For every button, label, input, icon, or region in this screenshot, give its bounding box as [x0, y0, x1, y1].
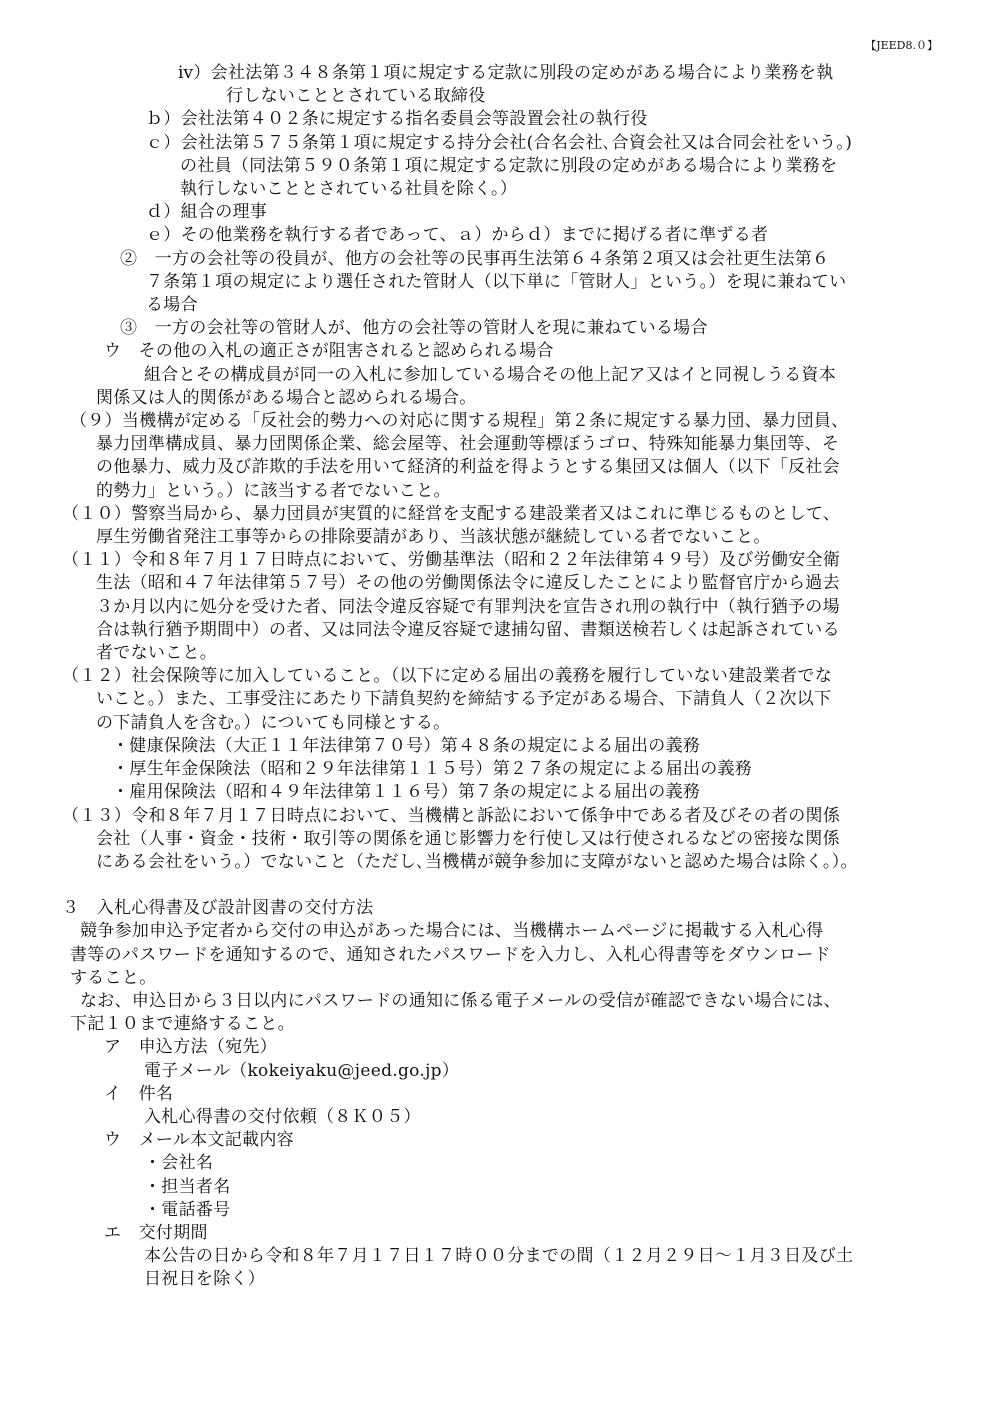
text-line: （１３）令和８年７月１７日時点において、当機構と訴訟において係争中である者及びその者の関係: [62, 805, 841, 826]
text-line: 会社（人事・資金・技術・取引等の関係を通じ影響力を行使し又は行使されるなどの密接な関係: [96, 828, 840, 849]
text-line: 組合とその構成員が同一の入札に参加している場合その他上記ア又はイと同視しうる資本: [144, 364, 836, 385]
text-line: 者でないこと。: [96, 643, 218, 664]
text-line: ３ 入札心得書及び設計図書の交付方法: [62, 898, 374, 919]
text-line: イ 件名: [104, 1083, 174, 1104]
text-line: 下記１０まで連絡すること。: [70, 1014, 295, 1035]
text-line: 行しないこととされている取締役: [226, 86, 486, 107]
text-line: ⅳ）会社法第３４８条第１項に規定する定款に別段の定めがある場合により業務を執: [178, 63, 834, 83]
text-line: 入札心得書の交付依頼（８Ｋ０５）: [144, 1106, 421, 1127]
text-line: ・電話番号: [144, 1199, 231, 1220]
text-line: 執行しないこととされている社員を除く。）: [180, 179, 518, 200]
document-body: [40, 62, 952, 1292]
text-line: 厚生労働省発注工事等からの排除要請があり、当該状態が継続している者でないこと。: [96, 527, 771, 548]
text-line: 関係又は人的関係がある場合と認められる場合。: [96, 387, 477, 408]
text-line: の下請負人を含む｡）についても同様とする。: [96, 712, 451, 733]
text-line: の社員（同法第５９０条第１項に規定する定款に別段の定めがある場合により業務を: [180, 155, 838, 176]
document-version-tag: 【JEED8.０】: [865, 39, 938, 52]
text-line: ｄ）組合の理事: [146, 202, 268, 223]
text-line: 電子メール（kokeiyaku@jeed.go.jp）: [144, 1060, 460, 1081]
text-line: （１２）社会保険等に加入していること。（以下に定める届出の義務を履行していない建設業者でな: [62, 666, 832, 687]
text-line: 的勢力」という。）に該当する者でないこと。: [96, 480, 451, 501]
text-line: 日祝日を除く）: [144, 1269, 266, 1290]
section-gap: [40, 874, 952, 897]
text-line: にある会社をいう｡）でないこと（ただし､当機構が競争参加に支障がないと認めた場合は除く｡）。: [96, 851, 858, 872]
text-line: の他暴力、威力及び詐欺的手法を用いて経済的利益を得ようとする集団又は個人（以下「反社会: [96, 457, 840, 478]
text-line: 生法（昭和４７年法律第５７号）その他の労働関係法令に違反したことにより監督官庁から過去: [96, 573, 840, 594]
text-line: ア 申込方法（宛先）: [104, 1037, 277, 1058]
text-line: 合は執行猶予期間中）の者、又は同法令違反容疑で逮捕勾留、書類送検若しくは起訴されている: [96, 619, 840, 640]
text-line: る場合: [146, 295, 198, 316]
text-line: ウ メール本文記載内容: [104, 1130, 294, 1151]
text-line: ウ その他の入札の適正さが阻害されると認められる場合: [104, 341, 554, 362]
text-line: ・厚生年金保険法（昭和２９年法律第１１５号）第２７条の規定による届出の義務: [112, 759, 753, 780]
text-line: ・会社名: [144, 1153, 214, 1174]
text-line: 本公告の日から令和８年７月１７日１７時００分までの間（１２月２９日～１月３日及び土: [144, 1246, 854, 1267]
text-line: ｂ）会社法第４０２条に規定する指名委員会等設置会社の執行役: [146, 109, 648, 130]
text-line: ・健康保険法（大正１１年法律第７０号）第４８条の規定による届出の義務: [112, 735, 701, 756]
text-line: （１１）令和８年７月１７日時点において、労働基準法（昭和２２年法律第４９号）及び労働安全衛: [62, 550, 841, 571]
text-line: ７条第１項の規定により選任された管財人（以下単に「管財人」という。）を現に兼ねてい: [146, 271, 847, 292]
text-line: いこと。）また、工事受注にあたり下請負契約を締結する予定がある場合、下請負人（２次以下: [96, 689, 832, 710]
text-line: 競争参加申込予定者から交付の申込があった場合には、当機構ホームページに掲載する入札心得: [80, 921, 824, 942]
text-line: エ 交付期間: [104, 1222, 208, 1243]
text-line: （９）当機構が定める「反社会的勢力への対応に関する規程」第２条に規定する暴力団、暴力団員、: [70, 411, 849, 432]
text-line: なお、申込日から３日以内にパスワードの通知に係る電子メールの受信が確認できない場合には、: [80, 990, 841, 1011]
text-line: すること。: [70, 967, 157, 988]
text-line: ｃ）会社法第５７５条第１項に規定する持分会社(合名会社､合資会社又は合同会社をいう｡): [146, 132, 853, 153]
text-line: 書等のパスワードを通知するので、通知されたパスワードを入力し、入札心得書等をダウンロード: [70, 944, 831, 965]
text-line: ③ 一方の会社等の管財人が、他方の会社等の管財人を現に兼ねている場合: [120, 318, 708, 339]
text-line: （１０）警察当局から、暴力団員が実質的に経営を支配する建設業者又はこれに準じるものとして、: [62, 503, 841, 524]
text-line: ｅ）その他業務を執行する者であって、ａ）からｄ）までに掲げる者に準ずる者: [146, 225, 769, 246]
text-line: ② 一方の会社等の役員が、他方の会社等の民事再生法第６４条第２項又は会社更生法第６: [120, 248, 830, 269]
text-line: ・雇用保険法（昭和４９年法律第１１６号）第７条の規定による届出の義務: [112, 782, 701, 803]
text-line: 暴力団準構成員、暴力団関係企業、総会屋等、社会運動等標ぼうゴロ、特殊知能暴力集団等、そ: [96, 434, 840, 455]
text-line: ・担当者名: [144, 1176, 231, 1197]
text-line: ３か月以内に処分を受けた者、同法令違反容疑で有罪判決を宣告され刑の執行中（執行猶予の場: [96, 596, 840, 617]
